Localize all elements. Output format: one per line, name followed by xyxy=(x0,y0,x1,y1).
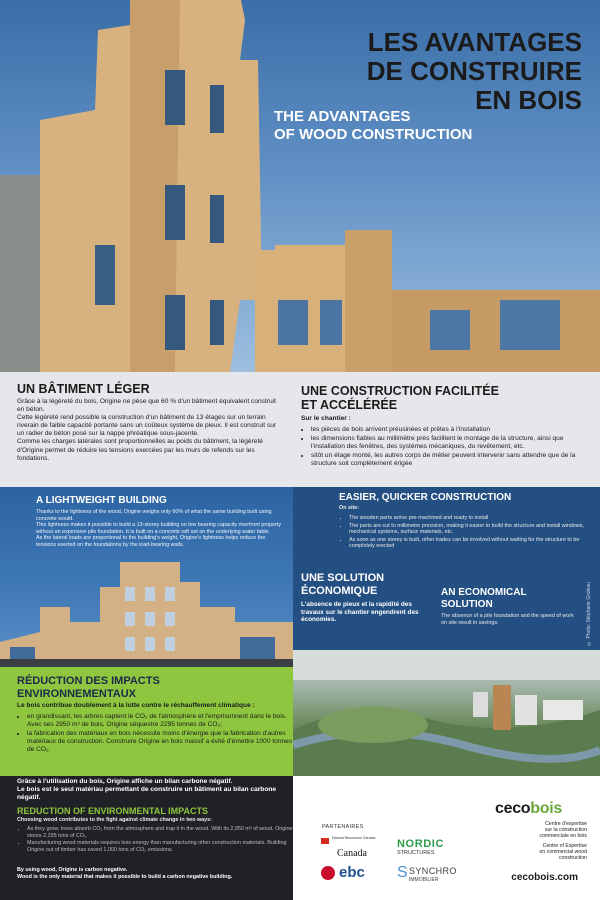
environment-fr-closing xyxy=(17,778,285,802)
heading-line: SOLUTION xyxy=(441,599,493,610)
cecobois-logo xyxy=(495,800,562,818)
canada-small-text: Natural Resources Canada xyxy=(332,836,376,840)
synchro-logo xyxy=(397,864,467,886)
environment-en-lead: Choosing wood contributes to the fight against climate change in two ways: xyxy=(17,817,212,823)
partners-panel xyxy=(293,776,600,900)
list-item: • les dimensions fiables au millimètre près facilitent le montage de la structure, ainsi que l'installation des fenêtres, des systèmes mécaniques, du revêtement, etc. xyxy=(311,435,596,451)
lightweight-fr-panel xyxy=(0,372,293,487)
closing-line: Wood is the only material that makes it possible to build a carbon negative building. xyxy=(17,873,233,880)
construction-fr-sub: Sur le chantier : xyxy=(301,415,351,422)
construction-fr-list xyxy=(301,426,596,469)
nordic-logo xyxy=(397,838,444,856)
construction-en-panel xyxy=(293,487,600,650)
heading-line: ÉCONOMIQUE xyxy=(301,585,378,597)
tagline-line: commerciale en bois xyxy=(539,833,587,839)
canada-logo xyxy=(321,836,383,860)
environment-fr-panel xyxy=(0,667,293,776)
photo-credit: © Photo: Stéphane Groleau xyxy=(586,582,592,646)
lightweight-en-heading: A LIGHTWEIGHT BUILDING xyxy=(36,495,167,506)
paragraph: This lightness makes it possible to build a 13-storey building on low bearing capacity riverfront property without an expensive pile foundation. It is built on a concrete raft set on the underlying water table. xyxy=(36,522,282,535)
nordic-sub: STRUCTURES xyxy=(397,850,435,856)
construction-fr-panel xyxy=(293,372,600,487)
construction-en-heading: EASIER, QUICKER CONSTRUCTION xyxy=(339,492,512,503)
heading-line: UNE CONSTRUCTION FACILITÉE xyxy=(301,384,499,398)
title-en-line: OF WOOD CONSTRUCTION xyxy=(274,126,473,143)
environment-fr-lead: Le bois contribue doublement à la lutte contre le réchauffement climatique : xyxy=(17,702,255,709)
economic-fr-heading xyxy=(301,572,429,598)
title-fr-line: DE CONSTRUIRE xyxy=(366,56,582,86)
tagline-line: construction xyxy=(559,855,587,861)
economic-en-body: The absence of a pile foundation and the speed of work on site result in savings. xyxy=(441,613,574,626)
synchro-sub: IMMOBILIER xyxy=(409,877,439,883)
list-item: • The parts are cut to millimetre precision, making it easier to build the structure and install windows, mechanical systems, surface materials, etc. xyxy=(349,523,599,536)
cecobois-tagline xyxy=(497,821,587,861)
lightweight-fr-body xyxy=(17,398,285,463)
cecobois-logo-part2: bois xyxy=(530,800,562,817)
ebc-word: ebc xyxy=(339,864,365,881)
tagline-line: sur la construction xyxy=(544,827,587,833)
construction-fr-heading xyxy=(301,384,499,412)
aerial-photo xyxy=(293,650,600,776)
hero-photo xyxy=(0,0,600,372)
title-fr-line: LES AVANTAGES xyxy=(367,27,582,57)
heading-line: ET ACCÉLÉRÉE xyxy=(301,398,398,412)
list-item: • Manufacturing wood materials requires less energy than manufacturing other construction materials. Building Origine out of timber has saved 1,000 tons of CO₂ emissions. xyxy=(27,840,295,853)
title-fr-line: EN BOIS xyxy=(475,85,582,115)
aerial-city-illustration xyxy=(293,650,600,776)
heading-line: ENVIRONNEMENTAUX xyxy=(17,688,136,700)
canada-word: Canada xyxy=(337,848,367,859)
heading-line: RÉDUCTION DES IMPACTS xyxy=(17,675,160,687)
title-fr xyxy=(282,28,582,115)
lightweight-fr-heading: UN BÂTIMENT LÉGER xyxy=(17,382,150,396)
nordic-word: NORDIC xyxy=(397,838,444,850)
paragraph: Cette légèreté rend possible la construction d'un bâtiment de 13 étages sur un terrain riverain de faible capacité portante sans un coûteux système de pieux. Il est construit sur un radier de béton posé sur la nappe phréatique sous-jacente. xyxy=(17,414,277,438)
cecobois-url[interactable]: cecobois.com xyxy=(511,872,578,883)
paragraph: As the lateral loads are proportional to the building's weight, Origine's lightness helps reduce the tensions exerted on the foundations by the load-bearing walls. xyxy=(36,535,266,548)
heading-line: AN ECONOMICAL xyxy=(441,587,527,598)
list-item: • en grandissant, les arbres captent le CO₂ de l'atmosphère et l'emprisonnent dans le bois. Avec ses 2950 m³ de bois, Origine séquestre 2295 tonnes de CO₂; xyxy=(27,713,295,729)
canada-flag-icon xyxy=(321,838,329,844)
ebc-circle-icon xyxy=(321,866,335,880)
paragraph: Comme les charges latérales sont proportionnelles au poids du bâtiment, la légèreté d'Origine permet de réduire les tensions exercées par les murs de refends sur les fondations. xyxy=(17,438,263,462)
list-item: • As they grow, trees absorb CO₂ from the atmosphere and trap it in the wood. With its 2,950 m³ of wood, Origine stores 2,295 tons of CO₂. xyxy=(27,826,295,839)
paragraph: Thanks to the lightness of the wood, Origine weighs only 60% of what the same building built using concrete would. xyxy=(36,509,272,522)
economic-en-heading xyxy=(441,587,527,611)
building-photo xyxy=(0,547,293,667)
tagline-line: on commercial wood xyxy=(539,849,587,855)
economic-fr-body: L'absence de pieux et la rapidité des travaux sur le chantier engendrent des économies. xyxy=(301,601,419,624)
synchro-word: SYNCHRO xyxy=(409,866,457,876)
title-en xyxy=(274,108,574,144)
lightweight-en-body xyxy=(36,509,282,549)
lightweight-en-panel xyxy=(0,487,293,667)
tagline-line: Centre d'expertise xyxy=(545,821,587,827)
closing-line: Le bois est le seul matériau permettant de construire un bâtiment au bilan carbone négatif. xyxy=(17,786,277,802)
tagline-line: Centre of Expertise xyxy=(542,843,587,849)
closing-line: Grâce à l'utilisation du bois, Origine affiche un bilan carbone négatif. xyxy=(17,778,233,785)
environment-en-panel xyxy=(0,776,293,900)
environment-en-closing xyxy=(17,867,285,880)
environment-fr-list xyxy=(17,713,295,755)
heading-line: UNE SOLUTION xyxy=(301,572,385,584)
list-item: • les pièces de bois arrivent préusinées et prêtes à l'installation xyxy=(311,426,596,434)
paragraph: Grâce à la légèreté du bois, Origine ne pèse que 60 % d'un bâtiment équivalent construit en béton. xyxy=(17,398,276,414)
list-item: • As soon as one storey is built, other trades can be involved without waiting for the structure to be completely erected xyxy=(349,537,599,550)
environment-en-list xyxy=(17,826,295,854)
environment-fr-heading xyxy=(17,675,160,701)
construction-en-sub: On site: xyxy=(339,505,360,511)
list-item: • la fabrication des matériaux en bois nécessite moins d'énergie que la fabrication d'autres matériaux de construction. Construire Origine en bois massif a évité d'émettre 1000 tonnes de CO₂. xyxy=(27,730,295,754)
title-en-line: THE ADVANTAGES xyxy=(274,108,411,125)
list-item: • sitôt un étage monté, les autres corps de métier peuvent intervenir sans attendre que de la structure soit complètement érigée xyxy=(311,452,596,468)
partners-label: PARTENAIRES xyxy=(322,824,364,830)
list-item: • The wooden parts arrive pre-machined and ready to install xyxy=(349,515,599,522)
ebc-logo xyxy=(321,863,367,885)
synchro-s-icon: S xyxy=(397,864,408,881)
closing-line: By using wood, Origine is carbon negative. xyxy=(17,867,128,873)
environment-en-heading: REDUCTION OF ENVIRONMENTAL IMPACTS xyxy=(17,806,208,816)
cecobois-logo-part1: ceco xyxy=(495,800,531,817)
construction-en-list xyxy=(339,515,599,551)
